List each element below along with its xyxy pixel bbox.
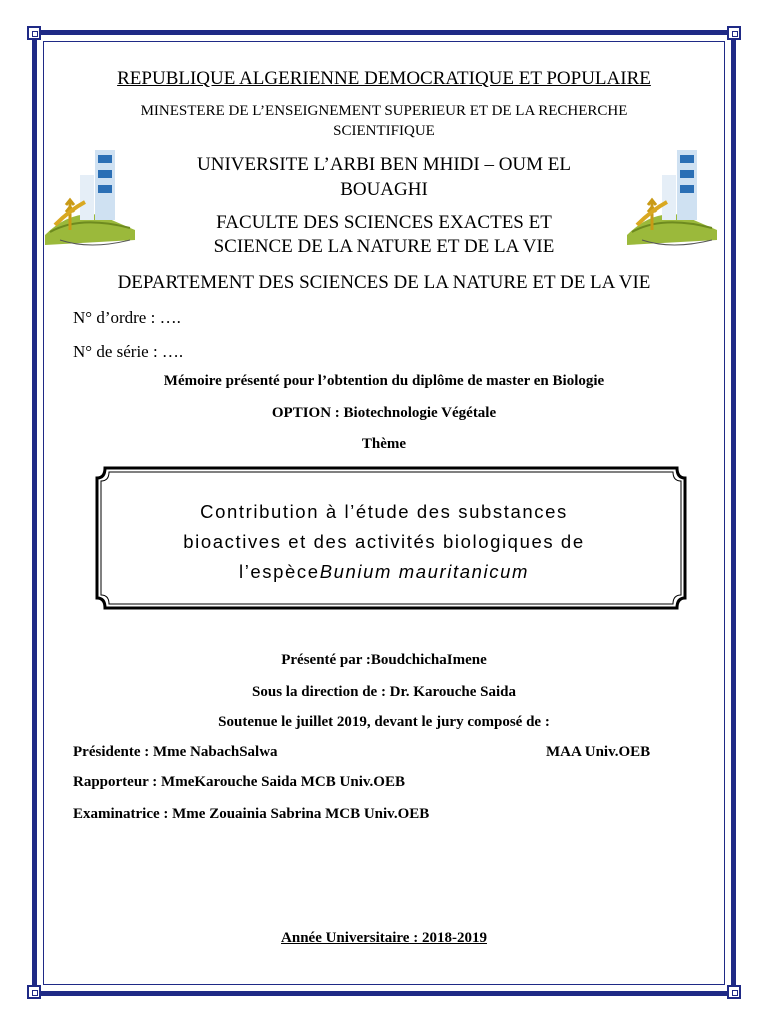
academic-year: Année Universitaire : 2018-2019 [281,930,487,946]
department-heading: DEPARTEMENT DES SCIENCES DE LA NATURE ET DE LA VIE [117,272,651,293]
ministry-line-1: MINESTERE DE L’ENSEIGNEMENT SUPERIEUR ET DE LA RECHERCHE [140,103,628,119]
thesis-title-line-2: bioactives et des activités biologiques de [183,531,585,552]
border-corner-ornament [27,985,41,999]
border-corner-ornament [27,26,41,40]
university-line-1: UNIVERSITE L’ARBI BEN MHIDI – OUM EL [197,154,571,175]
republic-heading: REPUBLIQUE ALGERIENNE DEMOCRATIQUE ET POPULAIRE [117,68,651,89]
thesis-title-prefix: l’espèce [239,561,320,582]
order-number: N° d’ordre : …. [73,308,181,327]
university-line-2: BOUAGHI [340,179,428,200]
theme-label: Thème [361,436,407,452]
species-name: Bunium mauritanicum [319,561,529,582]
faculty-line-2: SCIENCE DE LA NATURE ET DE LA VIE [213,236,555,257]
jury-rapporteur: Rapporteur : MmeKarouche Saida MCB Univ.OEB [73,774,405,790]
supervisor: Sous la direction de : Dr. Karouche Saida [252,684,516,700]
series-number: N° de série : …. [73,342,184,361]
memoire-purpose: Mémoire présenté pour l’obtention du diplôme de master en Biologie [163,373,605,389]
jury-presidente-grade: MAA Univ.OEB [546,744,651,760]
option-line: OPTION : Biotechnologie Végétale [271,405,497,421]
thesis-title-line-1: Contribution à l’étude des substances [200,501,568,522]
border-corner-ornament [727,985,741,999]
border-corner-ornament [727,26,741,40]
jury-presidente: Présidente : Mme NabachSalwa [73,744,278,760]
thesis-title [0,497,768,587]
presented-by: Présenté par :BoudchichaImene [281,652,487,668]
thesis-title-line-3 [0,557,768,587]
ministry-line-2: SCIENTIFIQUE [333,123,435,139]
faculty-line-1: FACULTE DES SCIENCES EXACTES ET [216,212,552,233]
defense-statement: Soutenue le juillet 2019, devant le jury composé de : [218,714,550,730]
jury-examinatrice: Examinatrice : Mme Zouainia Sabrina MCB Univ.OEB [73,806,430,822]
